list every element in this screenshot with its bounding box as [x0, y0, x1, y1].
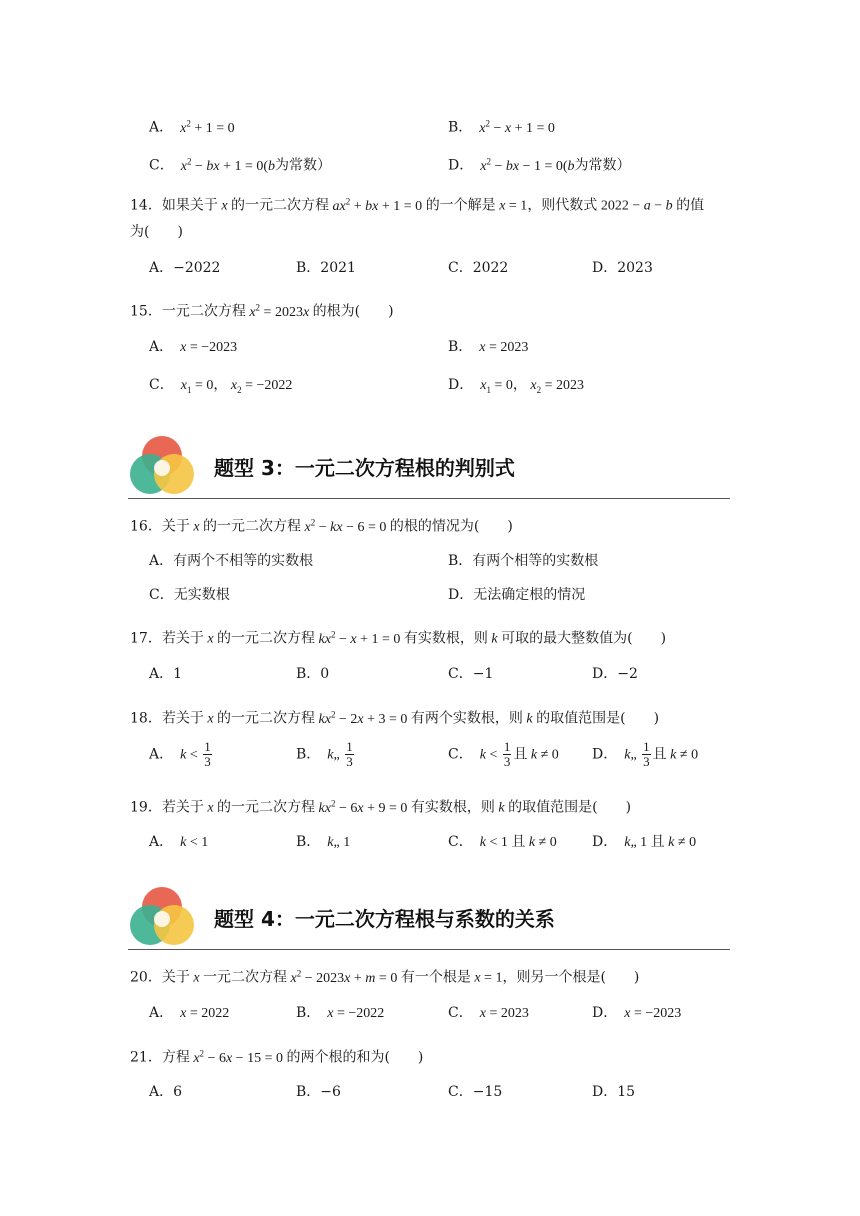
- q16-stem: 16．关于 x 的一元二次方程 $x^2$ − kx − 6 = 0 的根的情况为( ): [130, 517, 513, 535]
- q16-option-c: C．无实数根: [149, 587, 230, 603]
- q20-stem: 20．关于 x 一元二次方程 $x^2 - 2023x + m = 0$ 有一个根是 x = 1，则另一个根是( ): [130, 968, 640, 986]
- q17-option-a: A．1: [149, 666, 183, 682]
- q21-option-a: A．6: [149, 1084, 183, 1100]
- q20-option-d: D． x = −2023: [592, 1005, 682, 1021]
- q20-option-a: A． x = 2022: [149, 1005, 230, 1021]
- q21-option-d: D．15: [592, 1084, 636, 1100]
- q19-option-c: C． k < 1 且 k ≠ 0: [448, 834, 557, 850]
- q14-stem: 14．如果关于 x 的一元二次方程 $ax^2$ + bx + 1 = 0 的一个解是 x = 1，则代数式 2022 − a − b 的值: [130, 196, 705, 214]
- q14-option-c: C．2022: [448, 260, 509, 276]
- q21-stem: 21．方程 $x^2 - 6x - 15 = 0$ 的两个根的和为( ): [130, 1048, 424, 1066]
- q20-option-b: B． x = −2022: [296, 1005, 385, 1021]
- q19-option-d: D． k„ 1 且 k ≠ 0: [592, 834, 697, 850]
- q17-stem: 17．若关于 x 的一元二次方程 $kx^2 - x + 1 = 0$ 有实数根，则 k 可取的最大整数值为( ): [130, 629, 667, 647]
- q20-option-c: C． x = 2023: [448, 1005, 529, 1021]
- q15-option-c: C． $x_1 = 0$， $x_2 = -2022$: [149, 377, 293, 395]
- q16-option-d: D．无法确定根的情况: [448, 587, 586, 603]
- q17-option-b: B．0: [296, 666, 330, 682]
- section-3-header: [128, 434, 730, 499]
- q13-option-d: D． $x^2$ − bx − 1 = 0(b为常数）: [448, 156, 631, 174]
- q18-option-d: D． k„ $\frac{1}{3}$ 且 k ≠ 0: [592, 739, 699, 769]
- q13-option-a: A． $x^2 + 1 = 0$: [149, 118, 235, 136]
- q19-stem: 19．若关于 x 的一元二次方程 $kx^2 - 6x + 9 = 0$ 有实数根，则 k 的取值范围是( ): [130, 798, 632, 816]
- q18-option-c: C． k < $\frac{1}{3}$ 且 k ≠ 0: [448, 739, 559, 769]
- venn-logo-icon: [128, 434, 196, 496]
- venn-logo-icon: [128, 885, 196, 947]
- q13-option-c: C． $x^2$ − bx + 1 = 0(b为常数）: [149, 156, 332, 174]
- q18-option-a: A． k < $\frac{1}{3}$: [149, 739, 211, 769]
- q14-option-a: A．−2022: [149, 260, 221, 276]
- q19-option-b: B． k„ 1: [296, 834, 351, 850]
- q19-option-a: A． k < 1: [149, 834, 209, 850]
- q16-option-a: A．有两个不相等的实数根: [149, 553, 314, 569]
- q18-option-b: B． k„ $\frac{1}{3}$: [296, 739, 353, 769]
- q15-option-a: A． x = −2023: [149, 339, 238, 355]
- q14-option-d: D．2023: [592, 260, 653, 276]
- q15-option-b: B． x = 2023: [448, 339, 529, 355]
- q14-option-b: B．2021: [296, 260, 356, 276]
- q14-stem-cont: 为( ): [130, 224, 183, 240]
- q18-stem: 18．若关于 x 的一元二次方程 $kx^2 - 2x + 3 = 0$ 有两个实数根，则 k 的取值范围是( ): [130, 709, 660, 727]
- q17-option-d: D．−2: [592, 666, 638, 682]
- q15-stem: 15．一元二次方程 $x^2 = 2023x$ 的根为( ): [130, 302, 394, 320]
- q17-option-c: C．−1: [448, 666, 494, 682]
- q13-option-b: B． $x^2 - x + 1 = 0$: [448, 118, 555, 136]
- q21-option-b: B．−6: [296, 1084, 341, 1100]
- section-4-header: [128, 885, 730, 950]
- q16-option-b: B．有两个相等的实数根: [448, 553, 599, 569]
- q15-option-d: D． $x_1 = 0$， $x_2 = 2023$: [448, 377, 584, 395]
- section-3-title: 题型 3：一元二次方程根的判别式: [214, 456, 515, 480]
- q21-option-c: C．−15: [448, 1084, 503, 1100]
- section-4-title: 题型 4：一元二次方程根与系数的关系: [214, 907, 555, 931]
